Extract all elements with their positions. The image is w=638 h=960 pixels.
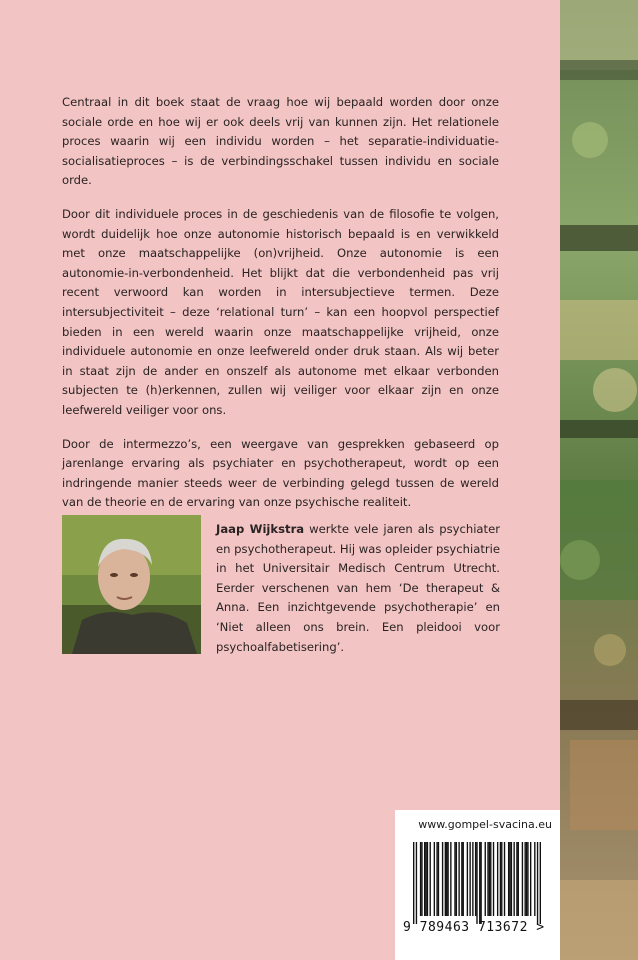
barcode-bar — [490, 842, 491, 916]
isbn-right-group: 713672 — [477, 920, 528, 935]
cover-painting-strip — [560, 0, 638, 960]
barcode-bar — [540, 842, 541, 924]
barcode-bar — [500, 842, 501, 916]
author-bio — [216, 520, 500, 657]
barcode-bar — [420, 842, 421, 916]
isbn-barcode — [413, 842, 541, 924]
barcode-bar — [522, 842, 523, 916]
blurb-paragraph-2: Door dit individuele proces in de geschiedenis van de filosofie te volgen, wordt duidelijk hoe onze autonomie historisch bepaald is en verwikkeld met onze maatschappelijke (on)vrijheid. Onze autonomie is een autonomie-in-verbondenheid. Het blijkt dat die verbondenheid pas vrij recent verwoord kan worden in intersubjectieve termen. Deze intersubjectiviteit – deze ‘relational turn’ – kan een hoopvol perspectief bieden in een wereld waarin onze maatschappelijke vrijheid, onze individuele autonomie en onze leefwereld onder druk staan. Als wij beter in staat zijn de ander en onszelf als autonome met elkaar verbonden subjecten te (h)erkennen, zullen wij veiliger voor elkaar zijn en onze leefwereld veiliger voor ons. — [62, 206, 499, 417]
barcode-bar — [424, 842, 425, 916]
blurb-paragraph-3: Door de intermezzo’s, een weergave van gesprekken gebaseerd op jarenlange ervaring als psychiater en psychotherapeut, wordt op een indringende manier steeds weer de verbinding gelegd tussen de wereld van de theorie en de ervaring van onze psychische realiteit. — [62, 436, 499, 510]
barcode-bar — [487, 842, 488, 916]
barcode-bar — [447, 842, 448, 916]
barcode-bar — [513, 842, 514, 916]
barcode-bar — [524, 842, 525, 916]
barcode-bar — [427, 842, 428, 916]
barcode-bar — [518, 842, 519, 916]
publisher-url: www.gompel-svacina.eu — [418, 818, 552, 831]
barcode-bar — [438, 842, 439, 916]
barcode-bar — [469, 842, 470, 916]
barcode-bar — [421, 842, 422, 916]
isbn-first-digit: 9 — [403, 920, 412, 935]
barcode-bar — [461, 842, 462, 916]
barcode-bar — [493, 842, 494, 916]
barcode-bar — [446, 842, 447, 916]
barcode-panel — [395, 810, 560, 960]
barcode-bar — [458, 842, 459, 916]
barcode-bar — [475, 842, 476, 916]
barcode-bar — [416, 842, 417, 924]
barcode-bar — [537, 842, 538, 924]
barcode-bar — [511, 842, 512, 916]
barcode-bar — [489, 842, 490, 916]
barcode-bar — [450, 842, 451, 916]
barcode-bar — [467, 842, 468, 916]
barcode-bar — [530, 842, 531, 916]
author-photo — [62, 515, 201, 654]
barcode-bar — [480, 842, 481, 924]
barcode-bar — [454, 842, 455, 916]
author-bio-text: werkte vele jaren als psychiater en psychotherapeut. Hij was opleider psychiatrie in het Universitair Medisch Centrum Utrecht. Eerder verschenen van hem ‘De therapeut & Anna. Een inzichtgevende psychotherapie’ en ‘Niet alleen ons brein. Een pleidooi voor psychoalfabetisering’. — [216, 522, 501, 654]
barcode-bar — [442, 842, 443, 916]
author-name: Jaap Wijkstra — [216, 522, 305, 536]
blurb — [62, 93, 499, 527]
barcode-bar — [430, 842, 431, 916]
barcode-bar — [527, 842, 528, 916]
barcode-bar — [497, 842, 498, 916]
barcode-bar — [509, 842, 510, 916]
barcode-bar — [516, 842, 517, 916]
barcode-bar — [485, 842, 486, 916]
barcode-bar — [445, 842, 446, 916]
barcode-bar — [501, 842, 502, 916]
barcode-bar — [479, 842, 480, 924]
blurb-paragraph-1: Centraal in dit boek staat de vraag hoe wij bepaald worden door onze sociale orde en hoe wij er ook deels vrij van kunnen zijn. Het relationele proces waarin wij een individu worden – het separatie-individuatie-socialisatieproces – is de verbindingsschakel tussen individu en sociale orde. — [62, 95, 499, 188]
isbn-quiet-mark: > — [536, 920, 545, 935]
barcode-bar — [436, 842, 437, 916]
barcode-bar — [508, 842, 509, 916]
barcode-bar — [534, 842, 535, 916]
isbn-left-group: 789463 — [419, 920, 470, 935]
barcode-bar — [504, 842, 505, 916]
barcode-bar — [463, 842, 464, 916]
barcode-bar — [526, 842, 527, 916]
barcode-bar — [476, 842, 477, 924]
barcode-bar — [434, 842, 435, 916]
barcode-bar — [472, 842, 473, 916]
isbn-number — [403, 920, 553, 935]
barcode-bar — [456, 842, 457, 916]
barcode-bar — [413, 842, 414, 924]
barcode-bar — [425, 842, 426, 916]
forest-painting-image — [560, 0, 638, 960]
